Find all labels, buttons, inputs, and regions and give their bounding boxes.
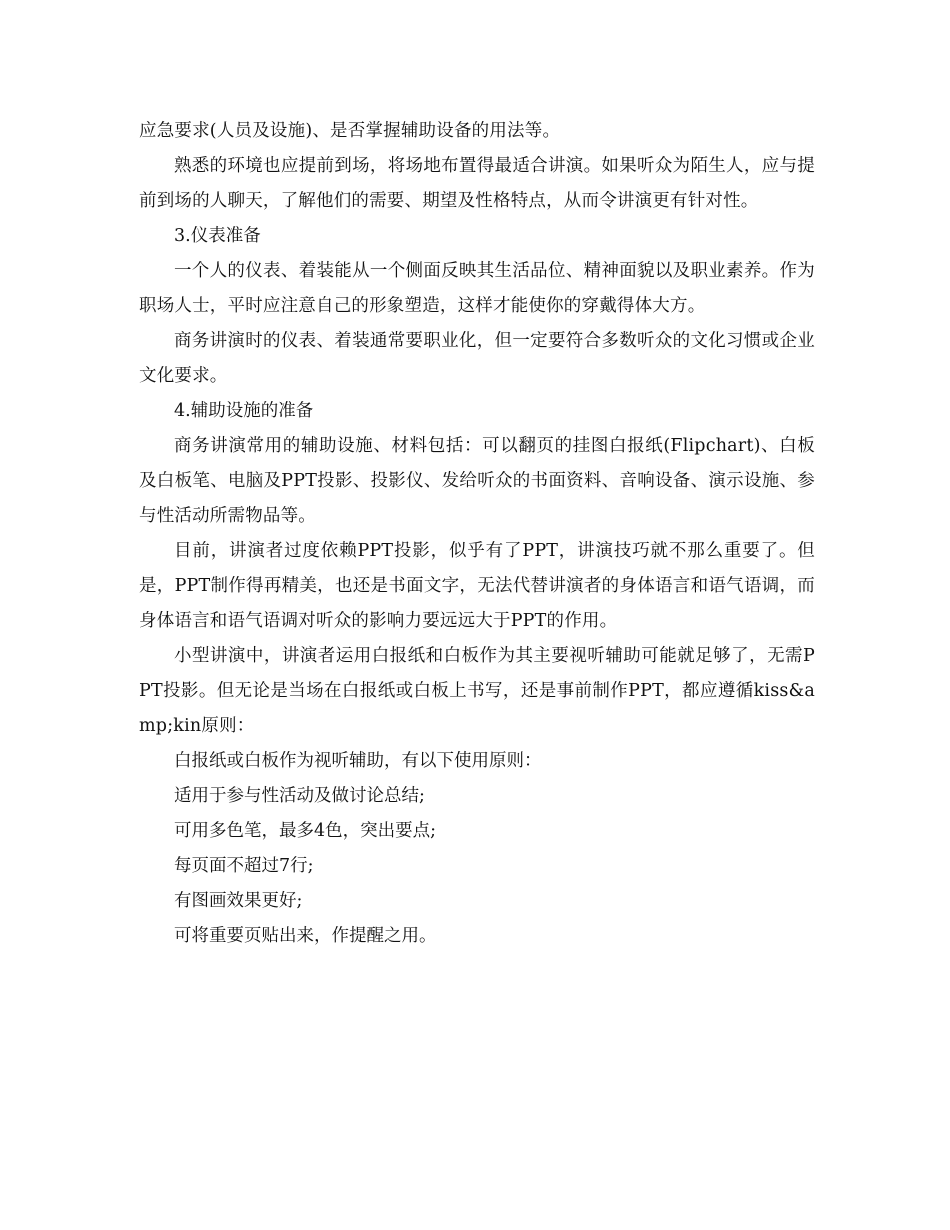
list-item: 每页面不超过7行; bbox=[174, 856, 314, 876]
paragraph-aids-list: 商务讲演常用的辅助设施、材料包括：可以翻页的挂图白报纸(Flipchart)、白板及白板笔、电脑及PPT投影、投影仪、发给听众的书面资料、音响设备、演示设施、参与性活动所需物品等。 bbox=[139, 436, 815, 526]
section-heading-appearance: 3.仪表准备 bbox=[174, 226, 261, 246]
document-body bbox=[139, 114, 815, 954]
paragraph-ppt: 目前，讲演者过度依赖PPT投影，似乎有了PPT，讲演技巧就不那么重要了。但是，PPT制作得再精美，也还是书面文字，无法代替讲演者的身体语言和语气语调，而身体语言和语气语调对听众的影响力要远远大于PPT的作用。 bbox=[139, 541, 815, 631]
paragraph-continued: 应急要求(人员及设施)、是否掌握辅助设备的用法等。 bbox=[139, 121, 561, 141]
paragraph-small-speech: 小型讲演中，讲演者运用白报纸和白板作为其主要视听辅助可能就足够了，无需PPT投影。但无论是当场在白报纸或白板上书写，还是事前制作PPT，都应遵循kiss&amp;kin原则： bbox=[139, 646, 815, 736]
section-heading-aids: 4.辅助设施的准备 bbox=[174, 401, 314, 421]
list-item: 适用于参与性活动及做讨论总结; bbox=[174, 786, 425, 806]
list-item: 可将重要页贴出来，作提醒之用。 bbox=[174, 926, 437, 946]
paragraph-attire: 商务讲演时的仪表、着装通常要职业化，但一定要符合多数听众的文化习惯或企业文化要求。 bbox=[139, 331, 815, 386]
list-item: 可用多色笔，最多4色，突出要点; bbox=[174, 821, 437, 841]
list-item-intro: 白报纸或白板作为视听辅助，有以下使用原则： bbox=[174, 751, 542, 771]
list-item: 有图画效果更好; bbox=[174, 891, 303, 911]
paragraph-appearance: 一个人的仪表、着装能从一个侧面反映其生活品位、精神面貌以及职业素养。作为职场人士，平时应注意自己的形象塑造，这样才能使你的穿戴得体大方。 bbox=[139, 261, 815, 316]
paragraph-venue: 熟悉的环境也应提前到场，将场地布置得最适合讲演。如果听众为陌生人，应与提前到场的人聊天，了解他们的需要、期望及性格特点，从而令讲演更有针对性。 bbox=[139, 156, 815, 211]
